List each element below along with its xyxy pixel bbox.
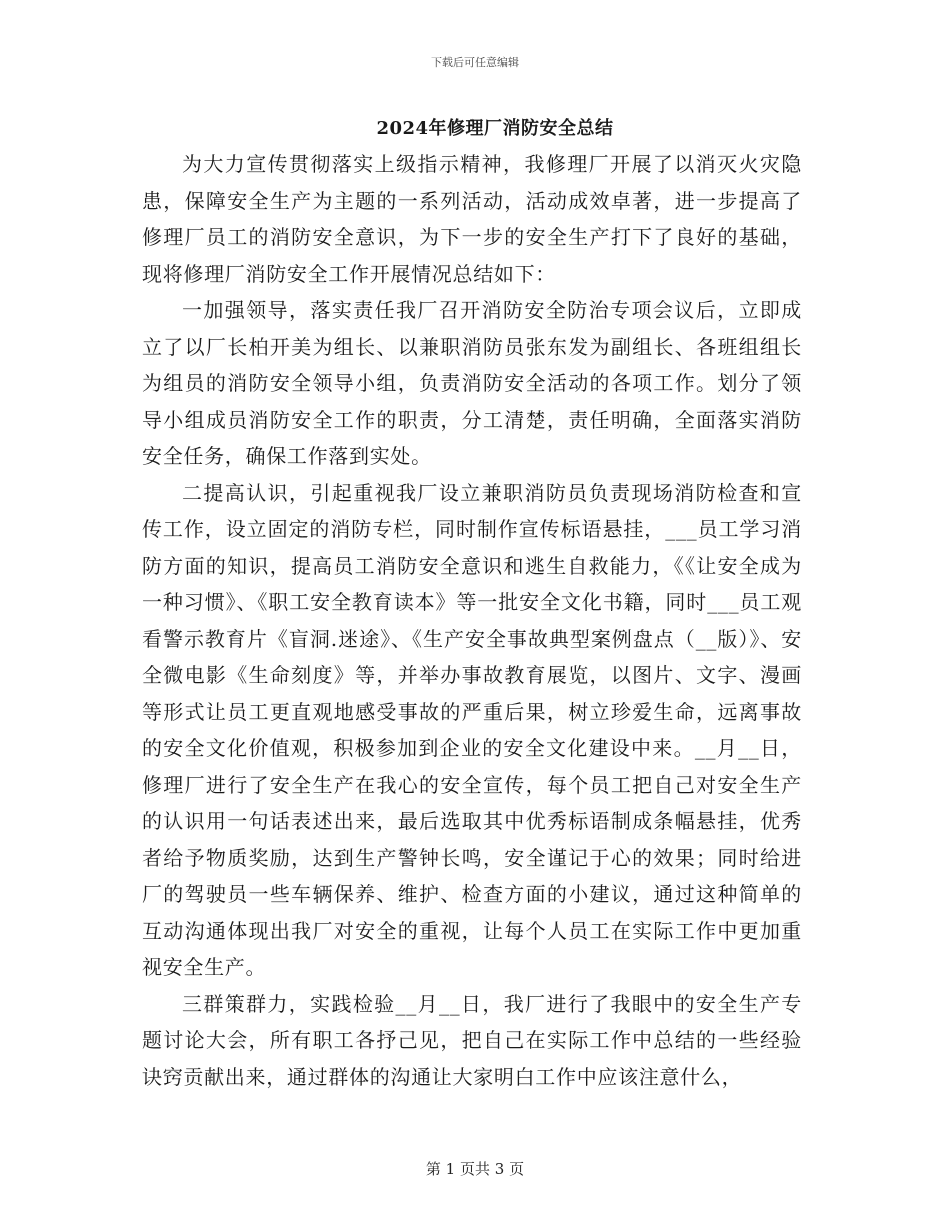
paragraph-awareness: 二提高认识，引起重视我厂设立兼职消防员负责现场消防检查和宣传工作，设立固定的消防专栏，同时制作宣传标语悬挂，___员工学习消防方面的知识，提高员工消防安全意识和逃生自救能力，《《让安全成为一种习惯》、《职工安全教育读本》等一批安全文化书籍，同时___员工观看警示教育片《盲洞.迷途》、《生产安全事故典型案例盘点（__版）》、安全微电影《生命刻度》等，并举办事故教育展览，以图片、文字、漫画等形式让员工更直观地感受事故的严重后果，树立珍爱生命，远离事故的安全文化价值观，积极参加到企业的安全文化建设中来。__月__日，修理厂进行了安全生产在我心的安全宣传，每个员工把自己对安全生产的认识用一句话表述出来，最后选取其中优秀标语制成条幅悬挂，优秀者给予物质奖励，达到生产警钟长鸣，安全谨记于心的效果；同时给进厂的驾驶员一些车辆保养、维护、检查方面的小建议，通过这种简单的互动沟通体现出我厂对安全的重视，让每个人员工在实际工作中更加重视安全生产。 (142, 480, 802, 979)
document-title: 2024年修理厂消防安全总结 (376, 118, 614, 139)
document-body (142, 146, 802, 1095)
paragraph-practice: 三群策群力，实践检验__月__日，我厂进行了我眼中的安全生产专题讨论大会，所有职工各抒己见，把自己在实际工作中总结的一些经验诀窍贡献出来，通过群体的沟通让大家明白工作中应该注意什么， (142, 991, 802, 1089)
header-note: 下载后可任意编辑 (431, 56, 519, 69)
page-number: 第 1 页共 3 页 (425, 1160, 525, 1178)
paragraph-leadership: 一加强领导，落实责任我厂召开消防安全防治专项会议后，立即成立了以厂长柏开美为组长、以兼职消防员张东发为副组长、各班组组长为组员的消防安全领导小组，负责消防安全活动的各项工作。划分了领导小组成员消防安全工作的职责，分工清楚，责任明确，全面落实消防安全任务，确保工作落到实处。 (142, 298, 802, 468)
paragraph-intro: 为大力宣传贯彻落实上级指示精神，我修理厂开展了以消灭火灾隐患，保障安全生产为主题的一系列活动，活动成效卓著，进一步提高了修理厂员工的消防安全意识，为下一步的安全生产打下了良好的基础，现将修理厂消防安全工作开展情况总结如下： (142, 152, 802, 286)
